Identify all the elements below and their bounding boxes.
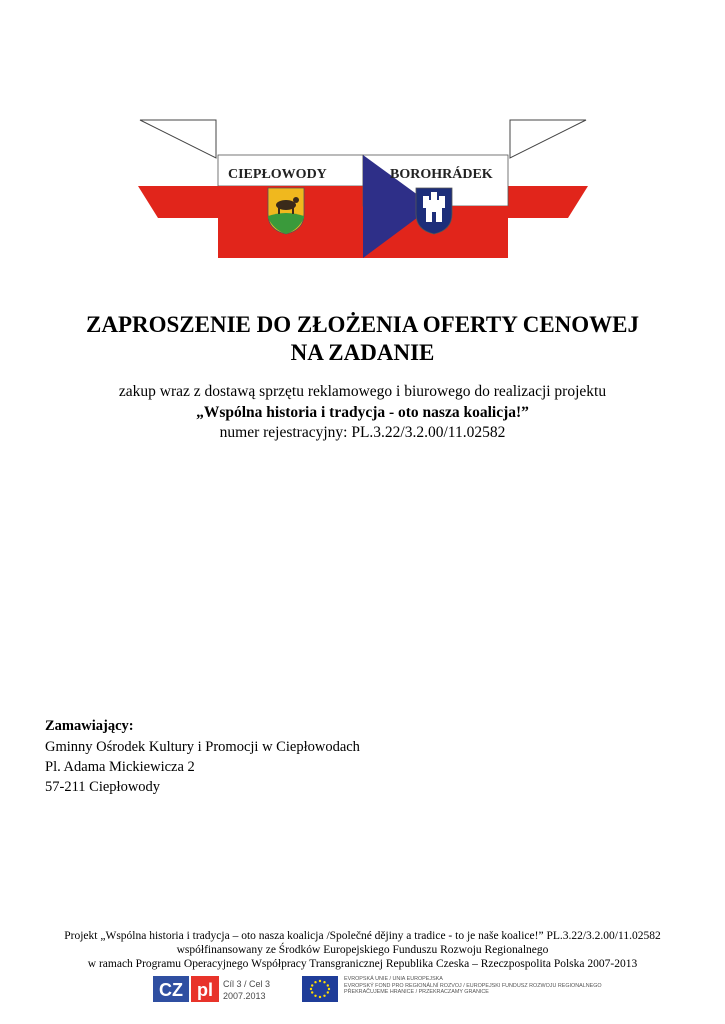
- cieplowody-crest-icon: [268, 188, 304, 234]
- orderer-city: 57-211 Ciepłowody: [45, 779, 161, 795]
- document-title: ZAPROSZENIE DO ZŁOŻENIA OFERTY CENOWEJ: [86, 312, 639, 337]
- orderer-name: Gminny Ośrodek Kultury i Promocji w Ciepłowodach: [45, 739, 360, 755]
- svg-text:Cíl 3 / Cel 3: Cíl 3 / Cel 3: [223, 979, 271, 989]
- eu-fund-text: [344, 976, 602, 996]
- svg-text:pl: pl: [197, 980, 213, 1000]
- cz-pl-program-logo: [153, 976, 273, 1002]
- eu-text-line: EVROPSKÝ FOND PRO REGIONÁLNÍ ROZVOJ / EUROPEJSKI FUNDUSZ ROZWOJU REGIONALNEGO: [344, 982, 602, 989]
- left-red-tail: [138, 186, 218, 218]
- task-description: zakup wraz z dostawą sprzętu reklamowego i biurowego do realizacji projektu: [118, 383, 607, 400]
- eu-text-line: EVROPSKÁ UNIE / UNIA EUROPEJSKA: [344, 976, 443, 982]
- footer-project-line: Projekt „Wspólna historia i tradycja – oto nasza koalicja /Společné dějiny a tradice - to je naše koalice!” PL.3.22/3.2.00/11.02582: [64, 930, 661, 942]
- eu-text-line: PŘEKRAČUJEME HRANICE / PRZEKRACZAMY GRANICE: [344, 989, 489, 996]
- right-red-tail: [508, 186, 588, 218]
- svg-text:2007.2013: 2007.2013: [223, 991, 266, 1001]
- footer-program-line: w ramach Programu Operacyjnego Współpracy Transgranicznej Republika Czeska – Rzeczpospolita Polska 2007-2013: [87, 958, 638, 970]
- right-ribbon-tip: [510, 120, 586, 158]
- eu-flag-icon: [302, 976, 338, 1002]
- registration-number: numer rejestracyjny: PL.3.22/3.2.00/11.02582: [219, 424, 506, 441]
- project-logo: [138, 118, 588, 258]
- logo-label-cieplowody: CIEPŁOWODY: [228, 167, 327, 182]
- logo-label-borohradek: BOROHRÁDEK: [390, 167, 493, 182]
- footer-funding-line: współfinansowany ze Środków Europejskiego Funduszu Rozwoju Regionalnego: [176, 944, 549, 956]
- left-ribbon-tip: [140, 120, 216, 158]
- borohradek-crest-icon: [416, 188, 452, 234]
- svg-text:CZ: CZ: [159, 980, 183, 1000]
- orderer-heading: Zamawiający:: [45, 718, 134, 734]
- document-title-line2: NA ZADANIE: [290, 340, 435, 365]
- project-name: „Wspólna historia i tradycja - oto nasza koalicja!”: [196, 404, 529, 421]
- orderer-street: Pl. Adama Mickiewicza 2: [45, 759, 195, 775]
